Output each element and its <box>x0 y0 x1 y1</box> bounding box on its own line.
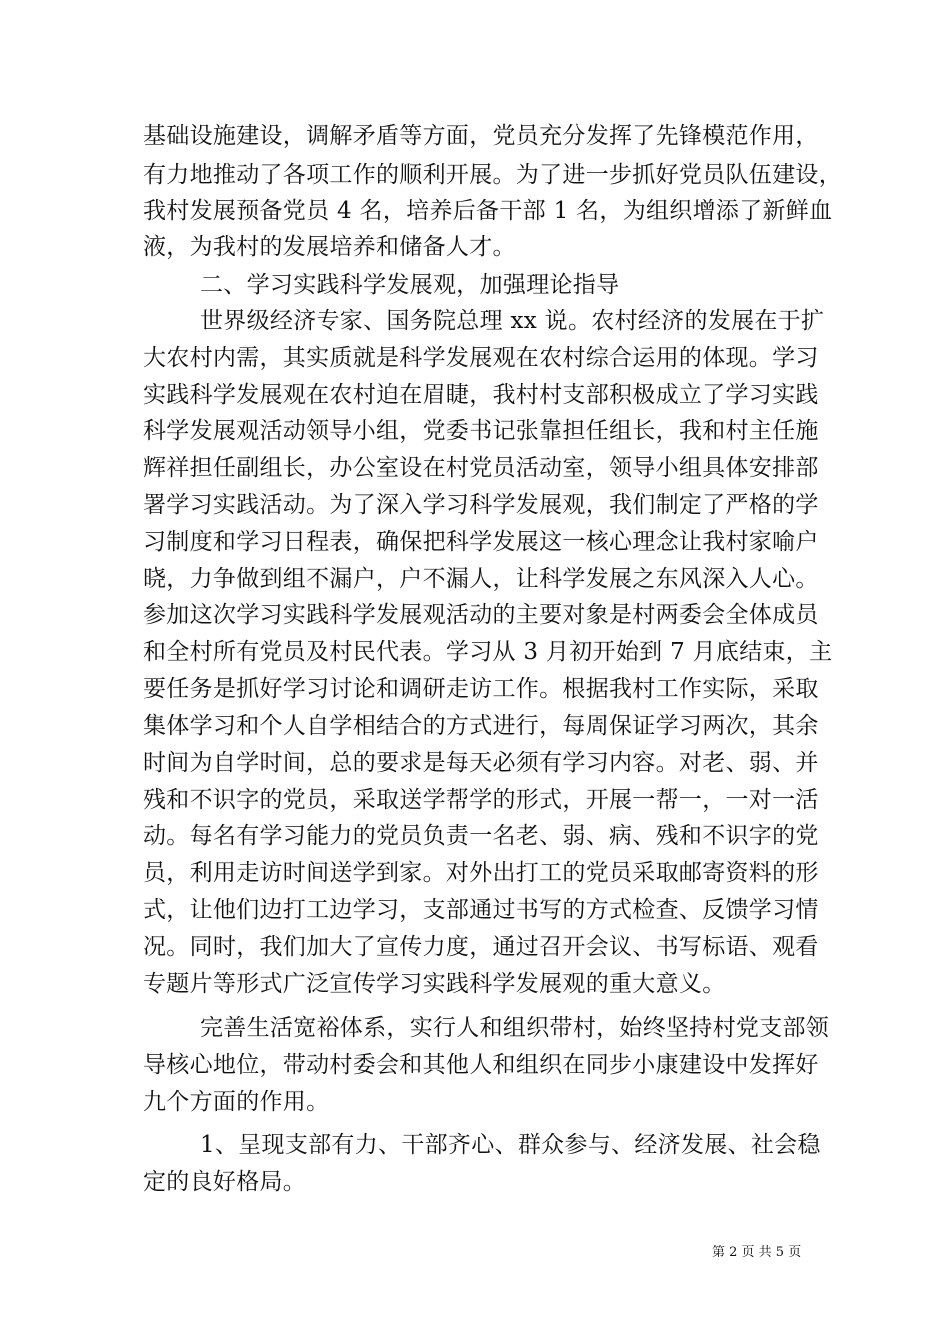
section-heading: 二、学习实践科学发展观，加强理论指导 <box>200 272 620 298</box>
page-number: 第 2 页 共 5 页 <box>712 1245 802 1260</box>
body-line: 基础设施建设，调解矛盾等方面，党员充分发挥了先锋模范作用， <box>143 123 819 149</box>
body-line: 和全村所有党员及村民代表。学习从 3 月初开始到 7 月底结束，主 <box>143 639 833 665</box>
body-line: 导核心地位，带动村委会和其他人和组织在同步小康建设中发挥好 <box>143 1052 819 1078</box>
body-line: 液，为我村的发展培养和储备人才。 <box>143 234 516 260</box>
body-line: 实践科学发展观在农村迫在眉睫，我村村支部积极成立了学习实践 <box>143 382 819 408</box>
body-line: 九个方面的作用。 <box>143 1089 330 1115</box>
body-line: 参加这次学习实践科学发展观活动的主要对象是村两委会全体成员 <box>143 602 819 628</box>
body-line: 员，利用走访时间送学到家。对外出打工的党员采取邮寄资料的形 <box>143 860 819 886</box>
list-item-continued: 定的良好格局。 <box>143 1169 307 1195</box>
list-item: 1、呈现支部有力、干部齐心、群众参与、经济发展、社会稳 <box>200 1132 821 1158</box>
body-line: 晓，力争做到组不漏户，户不漏人，让科学发展之东风深入人心。 <box>143 566 819 592</box>
body-line: 有力地推动了各项工作的顺利开展。为了进一步抓好党员队伍建设， <box>143 162 842 188</box>
body-line: 完善生活宽裕体系，实行人和组织带村，始终坚持村党支部领 <box>200 1015 830 1041</box>
body-line: 习制度和学习日程表，确保把科学发展这一核心理念让我村家喻户 <box>143 529 819 555</box>
body-line: 动。每名有学习能力的党员负责一名老、弱、病、残和不识字的党 <box>143 823 819 849</box>
body-line: 大农村内需，其实质就是科学发展观在农村综合运用的体现。学习 <box>143 345 819 371</box>
body-line: 专题片等形式广泛宣传学习实践科学发展观的重大意义。 <box>143 971 726 997</box>
body-line: 集体学习和个人自学相结合的方式进行，每周保证学习两次，其余 <box>143 713 819 739</box>
body-line: 况。同时，我们加大了宣传力度，通过召开会议、书写标语、观看 <box>143 934 819 960</box>
body-line: 要任务是抓好学习讨论和调研走访工作。根据我村工作实际，采取 <box>143 676 819 702</box>
body-line: 我村发展预备党员 4 名，培养后备干部 1 名，为组织增添了新鲜血 <box>143 198 833 224</box>
body-line: 时间为自学时间，总的要求是每天必须有学习内容。对老、弱、并 <box>143 750 819 776</box>
body-line: 世界级经济专家、国务院总理 xx 说。农村经济的发展在于扩 <box>200 308 825 334</box>
body-line: 科学发展观活动领导小组，党委书记张靠担任组长，我和村主任施 <box>143 418 819 444</box>
body-line: 辉祥担任副组长，办公室设在村党员活动室，领导小组具体安排部 <box>143 455 819 481</box>
body-line: 式，让他们边打工边学习，支部通过书写的方式检查、反馈学习情 <box>143 897 819 923</box>
body-line: 署学习实践活动。为了深入学习科学发展观，我们制定了严格的学 <box>143 492 819 518</box>
body-line: 残和不识字的党员，采取送学帮学的形式，开展一帮一，一对一活 <box>143 787 819 813</box>
